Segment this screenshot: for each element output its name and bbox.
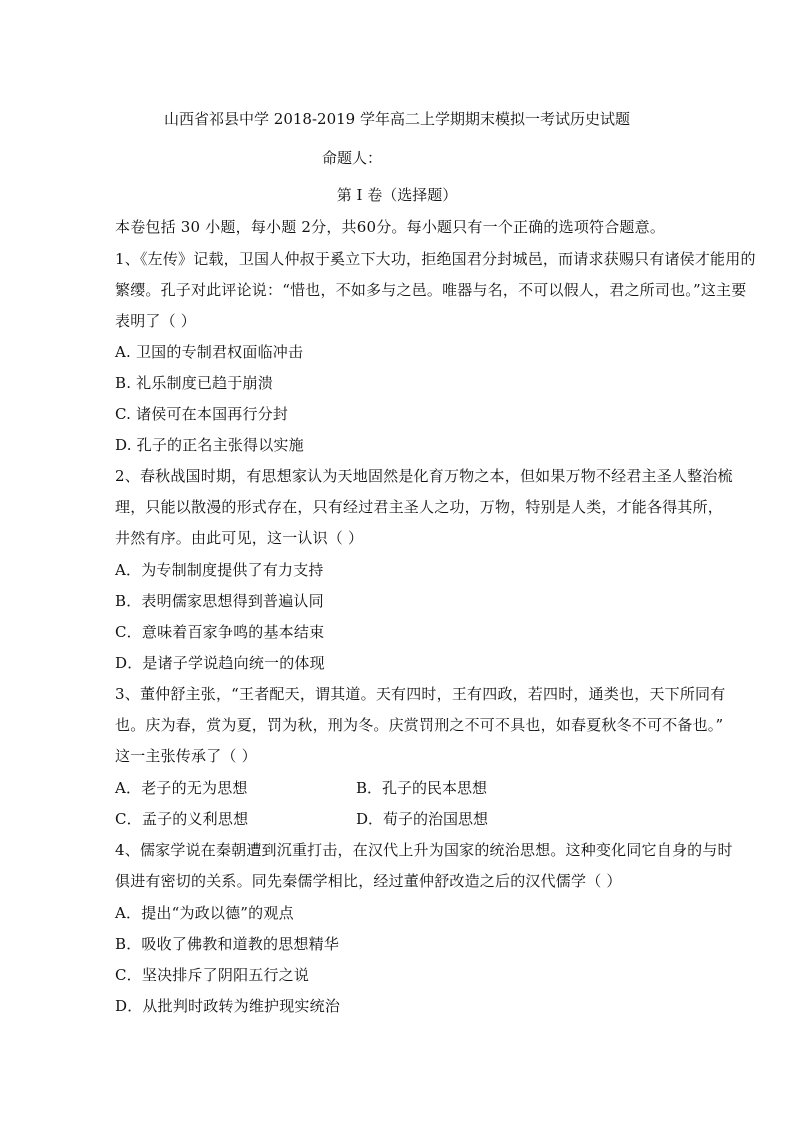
question-stem-line: 1、《左传》记载，卫国人仲叔于奚立下大功，拒绝国君分封城邑，而请求获赐只有诸侯才能用的 bbox=[115, 250, 756, 268]
instructions: 本卷包括 30 小题，每小题 2分，共60分。每小题只有一个正确的选项符合题意。 bbox=[115, 218, 666, 236]
option-b: B．表明儒家思想得到普遍认同 bbox=[115, 592, 324, 610]
question-stem-line: 这一主张传承了（ ） bbox=[115, 747, 257, 765]
option-a: A. 卫国的专制君权面临冲击 bbox=[115, 343, 304, 361]
option-c: C．意味着百家争鸣的基本结束 bbox=[115, 623, 325, 641]
option-d: D．从批判时政转为维护现实统治 bbox=[115, 997, 341, 1015]
option-c: C．坚决排斥了阴阳五行之说 bbox=[115, 966, 310, 984]
section-heading: 第 I 卷（选择题） bbox=[336, 186, 458, 204]
option-b: B. 礼乐制度已趋于崩溃 bbox=[115, 374, 273, 392]
question-stem-line: 也。庆为春，赏为夏，罚为秋，刑为冬。庆赏罚刑之不可不具也，如春夏秋冬不可不备也。” bbox=[115, 716, 724, 734]
question-stem-line: 理，只能以散漫的形式存在，只有经过君主圣人之功，万物，特别是人类，才能各得其所， bbox=[115, 498, 724, 516]
option-b: B．孔子的民本思想 bbox=[356, 779, 488, 797]
option-d: D．是诸子学说趋向统一的体现 bbox=[115, 654, 325, 672]
question-stem-line: 2、春秋战国时期，有思想家认为天地固然是化育万物之本，但如果万物不经君主圣人整治梳 bbox=[115, 467, 733, 485]
option-d: D. 孔子的正名主张得以实施 bbox=[115, 436, 304, 454]
question-stem-line: 4、儒家学说在秦朝遭到沉重打击，在汉代上升为国家的统治思想。这种变化同它自身的与时 bbox=[115, 841, 733, 859]
option-a: A．为专制制度提供了有力支持 bbox=[115, 561, 324, 579]
option-a: A．老子的无为思想 bbox=[115, 779, 248, 797]
option-c: C．孟子的义利思想 bbox=[115, 810, 249, 828]
question-stem-line: 井然有序。由此可见，这一认识（ ） bbox=[115, 529, 364, 547]
question-stem-line: 3、董仲舒主张，“王者配天，谓其道。天有四时，王有四政，若四时，通类也，天下所同有 bbox=[115, 685, 726, 703]
question-stem-line: 繁缨。孔子对此评论说：“惜也，不如多与之邑。唯器与名，不可以假人，君之所司也。”这主要 bbox=[115, 281, 747, 299]
option-c: C. 诸侯可在本国再行分封 bbox=[115, 405, 289, 423]
option-d: D．荀子的治国思想 bbox=[356, 810, 489, 828]
option-a: A．提出“为政以德”的观点 bbox=[115, 904, 294, 922]
author-line: 命题人： bbox=[322, 149, 383, 167]
question-stem-line: 表明了（ ） bbox=[115, 312, 196, 330]
exam-title: 山西省祁县中学 2018-2019 学年高二上学期期末模拟一考试历史试题 bbox=[164, 110, 630, 128]
option-b: B．吸收了佛教和道教的思想精华 bbox=[115, 935, 340, 953]
question-stem-line: 俱进有密切的关系。同先秦儒学相比，经过董仲舒改造之后的汉代儒学（ ） bbox=[115, 872, 622, 890]
